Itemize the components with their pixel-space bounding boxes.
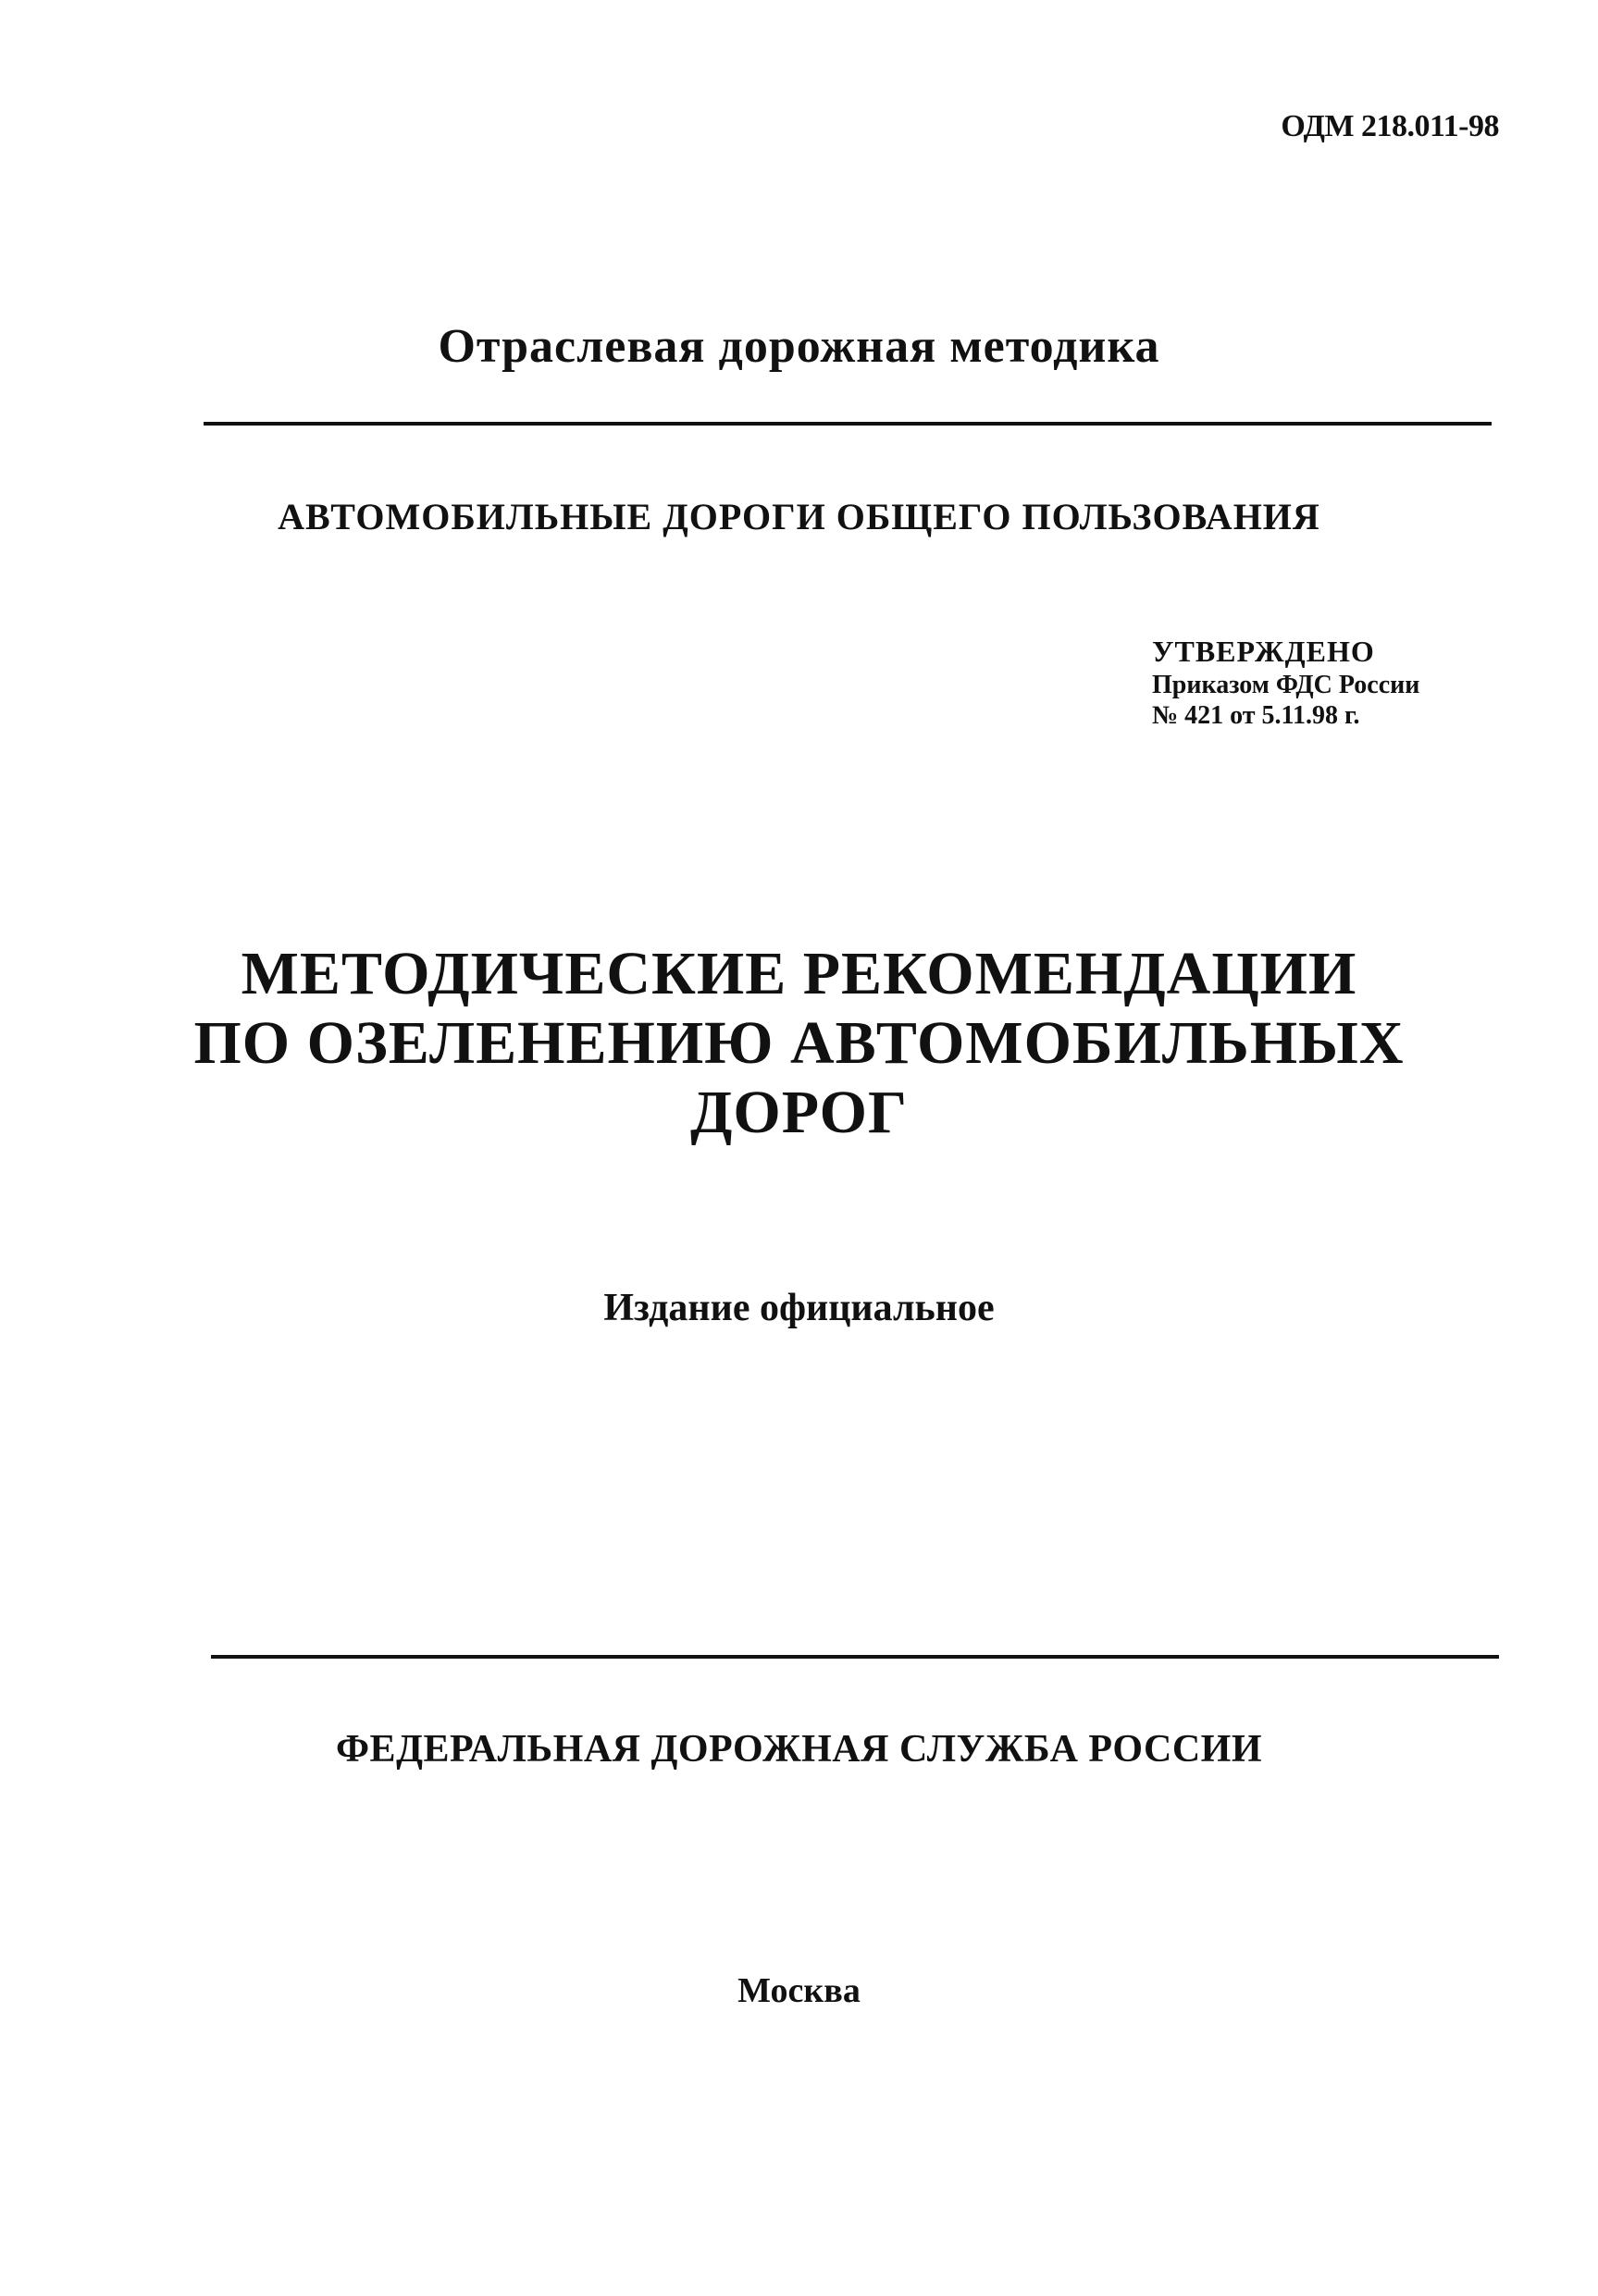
main-title-line-2: ПО ОЗЕЛЕНЕНИЮ АВТОМОБИЛЬНЫХ bbox=[193, 1009, 1405, 1078]
publisher-name: ФЕДЕРАЛЬНАЯ ДОРОЖНАЯ СЛУЖБА РОССИИ bbox=[335, 1728, 1263, 1771]
top-divider bbox=[204, 422, 1492, 426]
main-title-line-1: МЕТОДИЧЕСКИЕ РЕКОМЕНДАЦИИ bbox=[241, 940, 1357, 1007]
approval-block bbox=[1152, 635, 1522, 731]
approval-heading: УТВЕРЖДЕНО bbox=[1152, 635, 1375, 668]
bottom-divider bbox=[211, 1655, 1499, 1659]
document-code: ОДМ 218.011-98 bbox=[1281, 109, 1499, 143]
publication-city: Москва bbox=[737, 1971, 861, 2010]
series-title: Отраслевая дорожная методика bbox=[438, 320, 1160, 373]
approval-order: Приказом ФДС России bbox=[1152, 670, 1420, 699]
approval-number-date: № 421 от 5.11.98 г. bbox=[1152, 700, 1360, 730]
category-heading: АВТОМОБИЛЬНЫЕ ДОРОГИ ОБЩЕГО ПОЛЬЗОВАНИЯ bbox=[278, 496, 1320, 537]
main-title bbox=[0, 939, 1598, 1148]
main-title-line-3: ДОРОГ bbox=[689, 1079, 908, 1147]
edition-label: Издание официальное bbox=[603, 1287, 995, 1329]
